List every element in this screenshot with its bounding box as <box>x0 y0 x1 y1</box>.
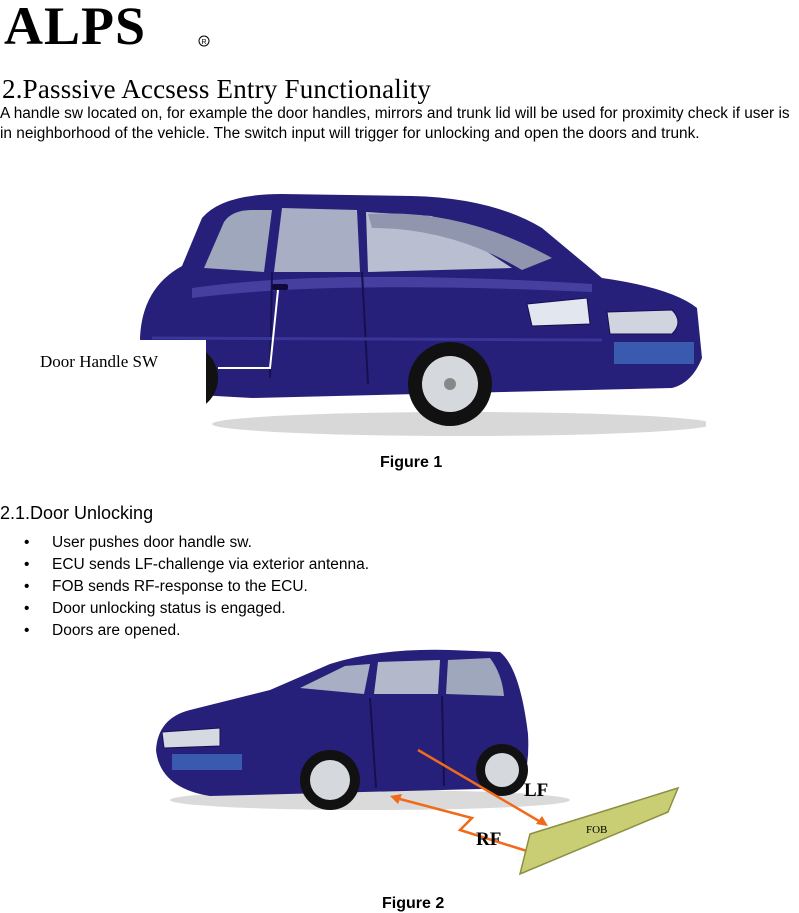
alps-logo <box>2 0 212 52</box>
list-item <box>24 556 369 578</box>
bullet-dot: • <box>24 622 30 639</box>
unlock-steps-list <box>24 534 369 644</box>
bullet-dot: • <box>24 578 30 595</box>
list-item-text: FOB sends RF-response to the ECU. <box>52 578 308 595</box>
rf-label: RF <box>476 829 502 850</box>
bullet-dot: • <box>24 600 30 617</box>
list-item-text: User pushes door handle sw. <box>52 534 252 551</box>
registered-mark: R <box>201 39 207 46</box>
logo-wordmark: ALPS <box>4 0 147 52</box>
lf-label: LF <box>524 780 549 801</box>
fob-label: FOB <box>586 824 608 836</box>
list-item <box>24 600 369 622</box>
figure-2-caption: Figure 2 <box>382 895 445 912</box>
bullet-dot: • <box>24 556 30 573</box>
list-item-text: Doors are opened. <box>52 622 181 639</box>
list-item-text: Door unlocking status is engaged. <box>52 600 286 617</box>
figure-1-caption: Figure 1 <box>380 454 443 471</box>
subsection-title: 2.1.Door Unlocking <box>0 503 154 523</box>
list-item <box>24 578 369 600</box>
bullet-dot: • <box>24 534 30 551</box>
intro-paragraph: A handle sw located on, for example the door handles, mirrors and trunk lid will be used for proximity check if user is in neighborhood of the vehicle. The switch input will trigger for unlocking and open the doors and trunk. <box>0 105 790 142</box>
list-item <box>24 534 369 556</box>
list-item-text: ECU sends LF-challenge via exterior antenna. <box>52 556 370 573</box>
door-handle-callout: Door Handle SW <box>40 352 159 371</box>
section-title: 2.Passsive Accsess Entry Functionality <box>2 74 432 104</box>
car-signal-illustration <box>150 638 680 888</box>
car-front-illustration <box>132 188 706 438</box>
